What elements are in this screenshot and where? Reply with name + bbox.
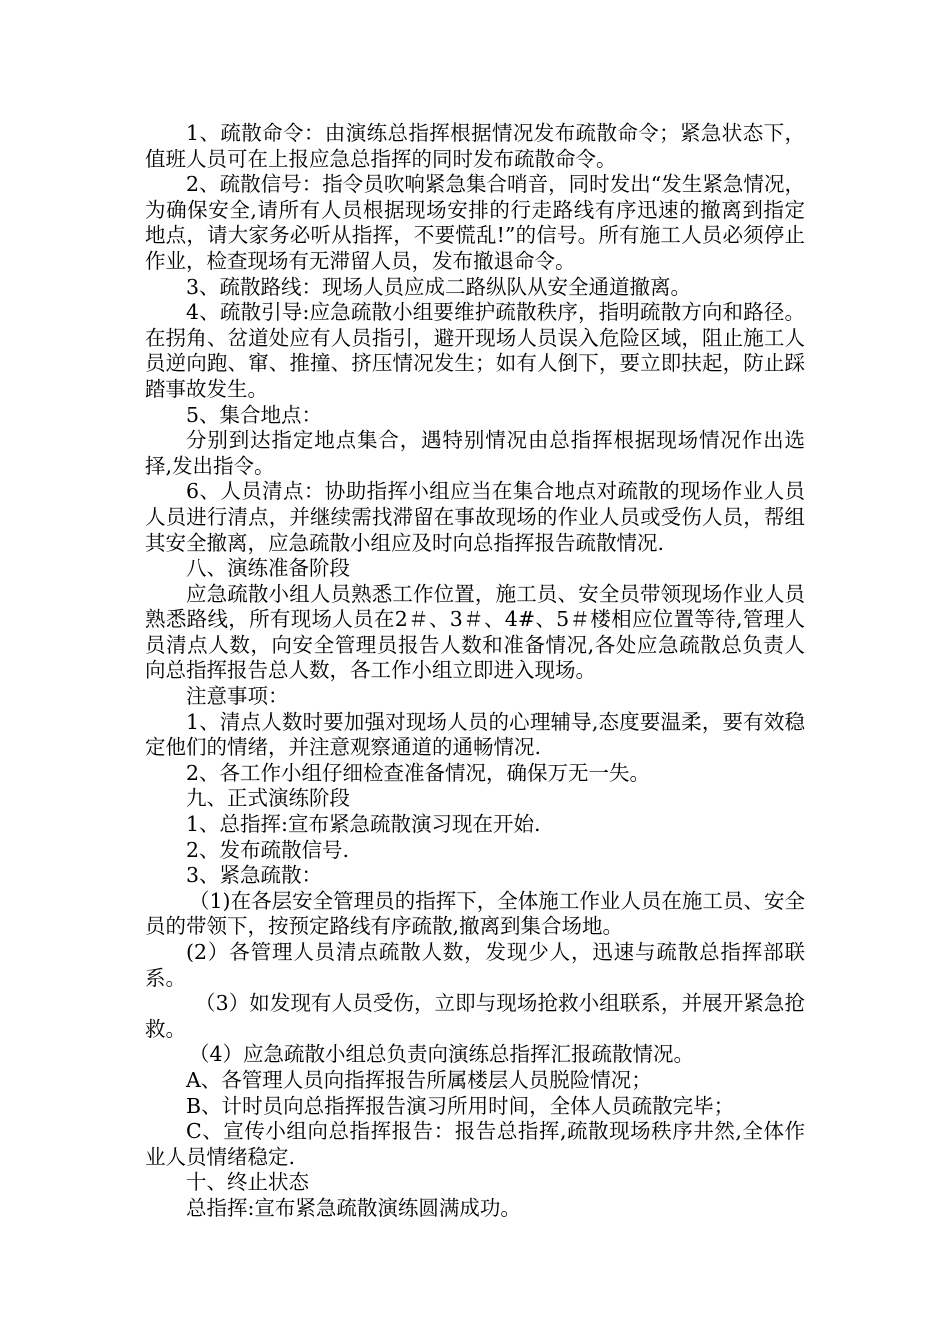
paragraph-evacuation-signal: 2、疏散信号：指令员吹响紧急集合哨音，同时发出“发生紧急情况，为确保安全,请所有人员根据现场安排的行走路线有序迅速的撤离到指定地点，请大家务必听从指挥，不要慌乱!”的信号。所有施工人员必须停止作业，检查现场有无滞留人员，发布撤退命令。 [145, 172, 805, 273]
section-heading-formal-drill: 九、正式演练阶段 [186, 786, 350, 811]
paragraph-drill-step-2: 2、发布疏散信号. [186, 837, 350, 862]
paragraph-substep-2: (2）各管理人员清点疏散人数，发现少人，迅速与疏散总指挥部联系。 [145, 940, 805, 990]
document-body [145, 121, 805, 1222]
paragraph-headcount: 6、人员清点：协助指挥小组应当在集合地点对疏散的现场作业人员人员进行清点，并继续需找滞留在事故现场的作业人员或受伤人员，帮组其安全撤离，应急疏散小组应及时向总指挥报告疏散情况. [145, 479, 805, 555]
paragraph-substep-3: （3）如发现有人员受伤，立即与现场抢救小组联系，并展开紧急抢救。 [145, 991, 805, 1041]
paragraph-substep-1: （1)在各层安全管理员的指挥下，全体施工作业人员在施工员、安全员的带领下，按预定路线有序疏散,撤离到集合场地。 [145, 888, 805, 939]
paragraph-evacuation-guidance: 4、疏散引导:应急疏散小组要维护疏散秩序，指明疏散方向和路径。在拐角、岔道处应有人员指引，避开现场人员误入危险区域，阻止施工人员逆向跑、窜、推撞、挤压情况发生；如有人倒下，要立即扶起，防止踩踏事故发生。 [145, 300, 805, 401]
paragraph-evacuation-route: 3、疏散路线：现场人员应成二路纵队从安全通道撤离。 [186, 274, 692, 299]
paragraph-report-a: A、各管理人员向指挥报告所属楼层人员脱险情况； [186, 1067, 652, 1092]
section-heading-preparation: 八、演练准备阶段 [186, 556, 350, 581]
section-heading-termination: 十、终止状态 [186, 1170, 309, 1195]
paragraph-notes-heading: 注意事项： [186, 684, 289, 709]
paragraph-termination: 总指挥:宣布紧急疏散演练圆满成功。 [186, 1195, 521, 1220]
paragraph-assembly-point: 分别到达指定地点集合，遇特别情况由总指挥根据现场情况作出选择,发出指令。 [145, 428, 805, 478]
paragraph-preparation: 应急疏散小组人员熟悉工作位置，施工员、安全员带领现场作业人员熟悉路线，所有现场人员在2＃、3＃、4#、5＃楼相应位置等待,管理人员清点人数，向安全管理员报告人数和准备情况,各处应急疏散总负责人向总指挥报告总人数，各工作小组立即进入现场。 [145, 581, 805, 683]
paragraph-assembly-point-heading: 5、集合地点： [186, 402, 323, 427]
paragraph-substep-4: （4）应急疏散小组总负责向演练总指挥汇报疏散情况。 [189, 1042, 695, 1067]
paragraph-note-1: 1、清点人数时要加强对现场人员的心理辅导,态度要温柔，要有效稳定他们的情绪，并注意观察通道的通畅情况. [145, 709, 805, 760]
paragraph-drill-step-1: 1、总指挥:宣布紧急疏散演习现在开始. [186, 812, 541, 837]
paragraph-evacuation-order: 1、疏散命令：由演练总指挥根据情况发布疏散命令；紧急状态下，值班人员可在上报应急总指挥的同时发布疏散命令。 [145, 121, 805, 171]
paragraph-report-b: B、计时员向总指挥报告演习所用时间，全体人员疏散完毕； [186, 1093, 735, 1118]
paragraph-report-c: C、宣传小组向总指挥报告：报告总指挥,疏散现场秩序井然,全体作业人员情绪稳定. [145, 1119, 805, 1169]
paragraph-drill-step-3: 3、紧急疏散： [186, 863, 323, 888]
paragraph-note-2: 2、各工作小组仔细检查准备情况，确保万无一失。 [186, 760, 651, 785]
